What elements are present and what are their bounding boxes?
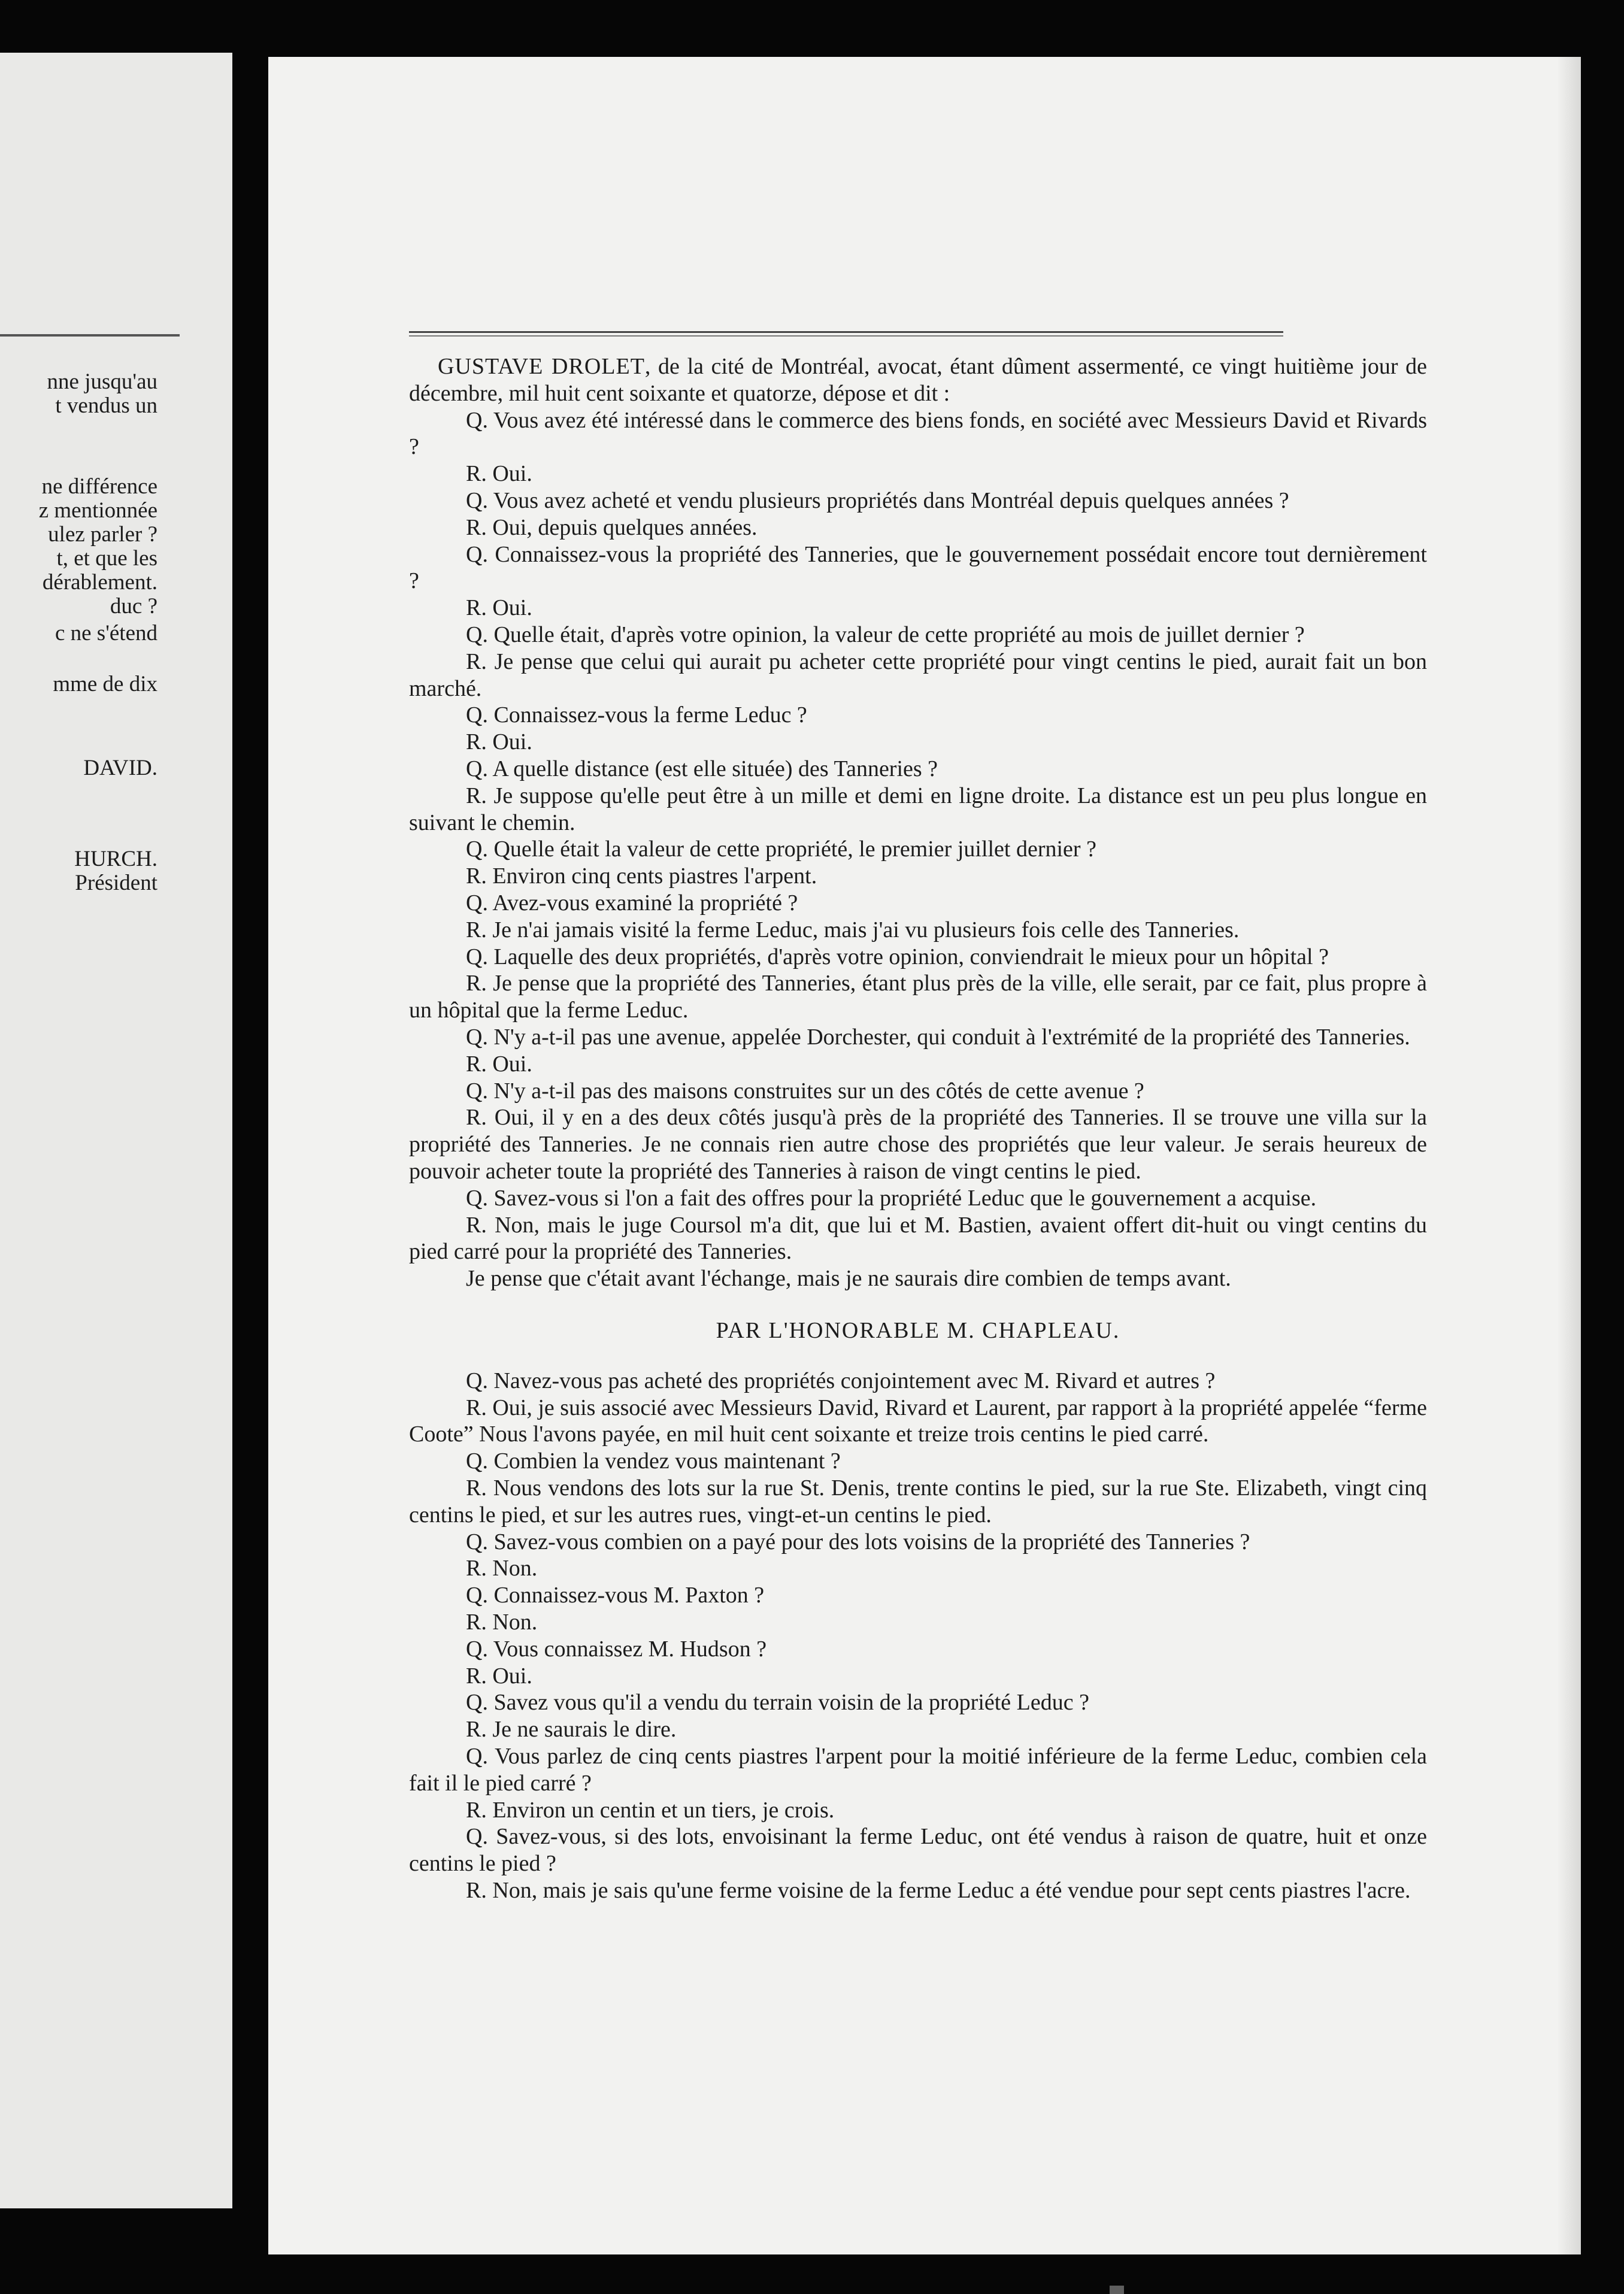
qa-line: R. Oui.: [466, 595, 532, 621]
qa-line: R. Oui.: [466, 1051, 532, 1077]
qa-line: R. Oui, je suis associé avec Messieurs David, Rivard et Laurent, par rapport à la propriété appelée “ferme Coote” Nous l'avons payée, en mil huit cent soixante et treize trois centins le pied carré.: [409, 1395, 1427, 1447]
qa-line: Q. Quelle était, d'après votre opinion, la valeur de cette propriété au mois de juillet dernier ?: [466, 622, 1305, 647]
deposition-text: [409, 353, 1427, 1904]
page-mark: [1110, 2286, 1124, 2294]
qa-line: R. Non, mais le juge Coursol m'a dit, que lui et M. Bastien, avaient offert dit-huit ou vingt centins du pied carré pour la propriété des Tanneries.: [409, 1212, 1427, 1265]
left-line: t vendus un: [55, 393, 157, 418]
qa-line: Q. Combien la vendez vous maintenant ?: [466, 1448, 841, 1474]
qa-line: Je pense que c'était avant l'échange, mais je ne saurais dire combien de temps avant.: [466, 1266, 1231, 1292]
qa-line: Q. Savez-vous, si des lots, envoisinant la ferme Leduc, ont été vendus à raison de quatre, huit et onze centins le pied ?: [409, 1824, 1427, 1877]
left-line: HURCH.: [74, 847, 157, 871]
qa-line: R. Oui, depuis quelques années.: [466, 514, 758, 540]
qa-line: Q. Vous avez acheté et vendu plusieurs propriétés dans Montréal depuis quelques années ?: [466, 487, 1289, 513]
left-line: duc ?: [110, 594, 157, 619]
left-page-fragment: [0, 53, 232, 2208]
left-line: c ne s'étend: [54, 621, 157, 646]
left-line: t, et que les: [56, 546, 157, 571]
left-line: ne différence: [41, 474, 157, 499]
left-page-rule: [0, 334, 180, 337]
qa-line: R. Oui.: [466, 461, 532, 487]
left-line: DAVID.: [83, 756, 157, 780]
left-line: dérablement.: [42, 570, 157, 595]
header-rule: [409, 331, 1283, 337]
qa-line: R. Je pense que la propriété des Tanneries, étant plus près de la ville, elle serait, par ce fait, plus propre à un hôpital que la ferme Leduc.: [409, 971, 1427, 1023]
qa-line: R. Oui, il y en a des deux côtés jusqu'à près de la propriété des Tanneries. Il se trouve une villa sur la propriété des Tanneries. Je ne connais rien autre chose des propriétés que leur valeur. Je serais heureux de pouvoir acheter toute la propriété des Tanneries à raison de vingt centins le pied.: [409, 1105, 1427, 1184]
qa-line: Q. A quelle distance (est elle située) des Tanneries ?: [466, 756, 938, 781]
qa-line: Q. Connaissez-vous la ferme Leduc ?: [466, 702, 807, 728]
left-line: z mentionnée: [38, 498, 157, 523]
qa-line: R. Oui.: [466, 729, 532, 755]
qa-line: Q. Vous connaissez M. Hudson ?: [466, 1636, 767, 1662]
qa-line: Q. Vous parlez de cinq cents piastres l'arpent pour la moitié inférieure de la ferme Leduc, combien cela fait il le pied carré ?: [409, 1744, 1427, 1796]
qa-line: Q. N'y a-t-il pas des maisons construites sur un des côtés de cette avenue ?: [466, 1078, 1144, 1104]
qa-line: R. Je n'ai jamais visité la ferme Leduc, mais j'ai vu plusieurs fois celle des Tanneries.: [466, 917, 1240, 943]
qa-line: Q. N'y a-t-il pas une avenue, appelée Dorchester, qui conduit à l'extrémité de la propriété des Tanneries.: [466, 1024, 1410, 1050]
qa-line: Q. Connaissez-vous la propriété des Tanneries, que le gouvernement possédait encore tout dernièrement ?: [409, 541, 1427, 594]
qa-line: R. Environ un centin et un tiers, je crois.: [466, 1797, 835, 1823]
intro-text: , de la cité de Montréal, avocat, étant dûment assermenté, ce vingt huitième jour de décembre, mil huit cent soixante et quatorze, dépose et dit :: [409, 354, 1427, 406]
qa-line: Q. Vous avez été intéressé dans le commerce des biens fonds, en société avec Messieurs David et Rivards ?: [409, 407, 1427, 460]
qa-line: Q. Quelle était la valeur de cette propriété, le premier juillet dernier ?: [466, 837, 1096, 862]
left-line: ulez parler ?: [48, 522, 157, 547]
section-heading: PAR L'HONORABLE M. CHAPLEAU.: [716, 1317, 1120, 1343]
qa-line: R. Oui.: [466, 1663, 532, 1689]
qa-line: R. Je ne saurais le dire.: [466, 1717, 677, 1743]
qa-line: R. Non, mais je sais qu'une ferme voisine de la ferme Leduc a été vendue pour sept cents piastres l'acre.: [466, 1878, 1411, 1904]
qa-line: Q. Savez-vous si l'on a fait des offres pour la propriété Leduc que le gouvernement a acquise.: [466, 1185, 1317, 1211]
qa-line: R. Non.: [466, 1556, 538, 1581]
qa-line: R. Nous vendons des lots sur la rue St. Denis, trente contins le pied, sur la rue Ste. Elizabeth, vingt cinq centins le pied, et sur les autres rues, vingt-et-un centins le pied.: [409, 1475, 1427, 1528]
deposition-intro: [409, 353, 1427, 407]
qa-line: R. Non.: [466, 1610, 538, 1635]
qa-line: Q. Navez-vous pas acheté des propriétés conjointement avec M. Rivard et autres ?: [466, 1368, 1216, 1393]
qa-line: R. Environ cinq cents piastres l'arpent.: [466, 863, 817, 889]
left-line: mme de dix: [53, 672, 157, 696]
qa-line: Q. Connaissez-vous M. Paxton ?: [466, 1583, 765, 1608]
qa-line: Q. Avez-vous examiné la propriété ?: [466, 890, 798, 916]
witness-name: GUSTAVE DROLET: [438, 354, 645, 379]
qa-line: R. Je pense que celui qui aurait pu acheter cette propriété pour vingt centins le pied, aurait fait un bon marché.: [409, 648, 1427, 701]
left-line: Président: [75, 871, 157, 895]
qa-line: Q. Laquelle des deux propriétés, d'après votre opinion, conviendrait le mieux pour un hôpital ?: [466, 944, 1329, 969]
left-line: nne jusqu'au: [47, 369, 157, 394]
qa-line: R. Je suppose qu'elle peut être à un mille et demi en ligne droite. La distance est un peu plus longue en suivant le chemin.: [409, 783, 1427, 835]
qa-line: Q. Savez vous qu'il a vendu du terrain voisin de la propriété Leduc ?: [466, 1690, 1089, 1716]
right-page: [268, 57, 1581, 2254]
qa-line: Q. Savez-vous combien on a payé pour des lots voisins de la propriété des Tanneries ?: [466, 1529, 1250, 1554]
